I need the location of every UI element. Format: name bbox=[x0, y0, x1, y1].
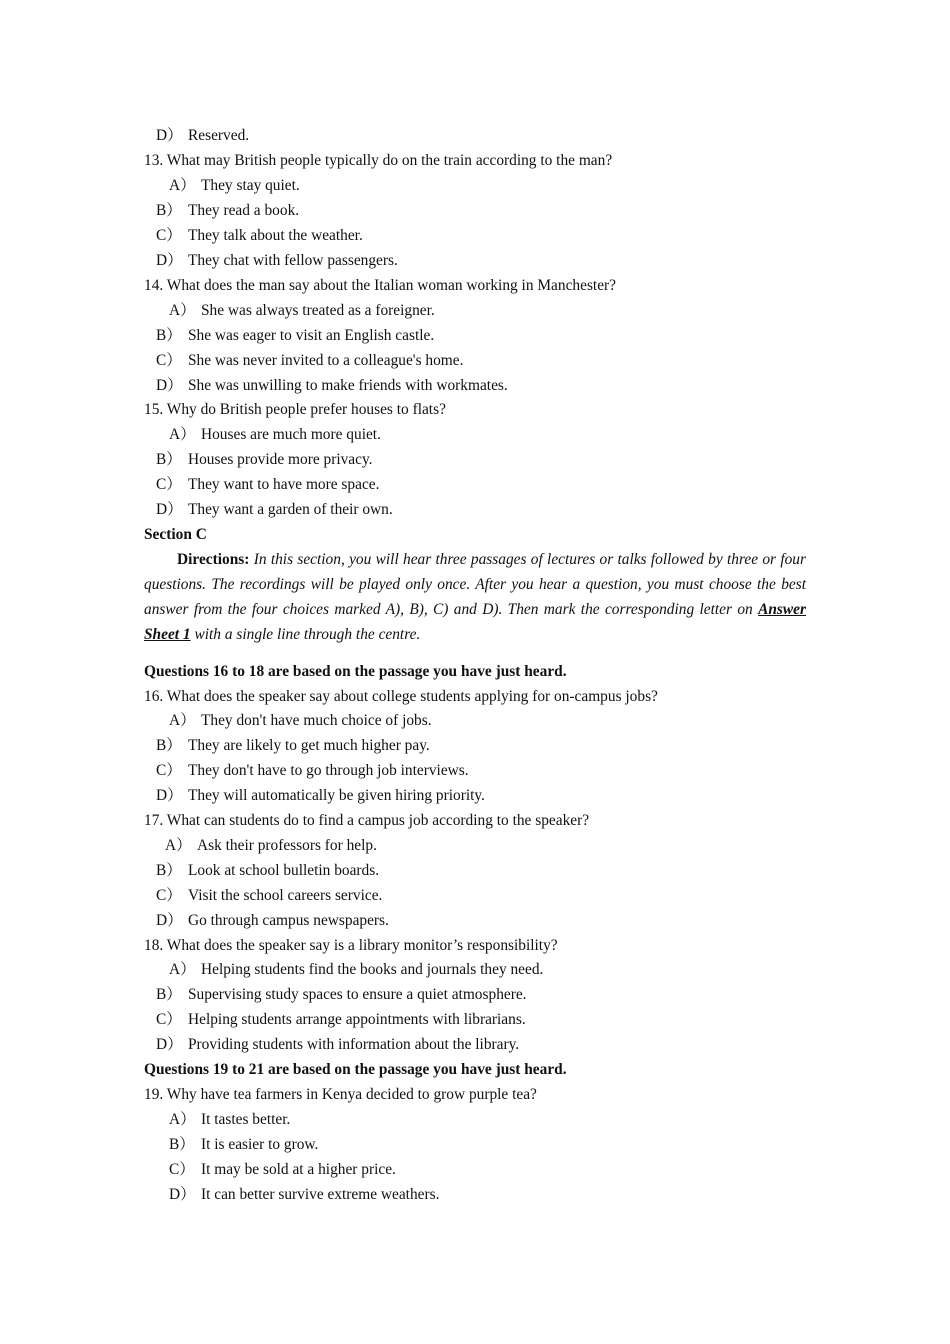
q13-option-a bbox=[169, 176, 300, 196]
option-letter: D） bbox=[156, 1036, 183, 1053]
option-text: She was never invited to a colleague's home. bbox=[188, 352, 464, 369]
q13-option-c bbox=[156, 226, 363, 246]
q19-option-c bbox=[169, 1160, 396, 1180]
section-c-directions bbox=[144, 548, 806, 648]
question-19-stem: 19. Why have tea farmers in Kenya decided to grow purple tea? bbox=[144, 1086, 537, 1103]
q15-option-b bbox=[156, 450, 373, 470]
option-letter: A） bbox=[169, 1111, 196, 1128]
question-16-stem: 16. What does the speaker say about college students applying for on-campus jobs? bbox=[144, 688, 658, 705]
option-letter: C） bbox=[156, 762, 182, 779]
option-text: They stay quiet. bbox=[201, 177, 300, 194]
q17-option-c bbox=[156, 886, 382, 906]
option-text: They want to have more space. bbox=[188, 476, 380, 493]
option-text: Supervising study spaces to ensure a quiet atmosphere. bbox=[188, 986, 527, 1003]
q15-option-c bbox=[156, 475, 379, 495]
option-letter: A） bbox=[169, 302, 196, 319]
option-letter: A） bbox=[169, 426, 196, 443]
group-heading-19-21: Questions 19 to 21 are based on the passage you have just heard. bbox=[144, 1061, 567, 1078]
option-letter: B） bbox=[156, 862, 182, 879]
option-letter: B） bbox=[156, 327, 182, 344]
option-text: Look at school bulletin boards. bbox=[188, 862, 380, 879]
option-text: Houses provide more privacy. bbox=[188, 451, 373, 468]
group-heading-16-18: Questions 16 to 18 are based on the passage you have just heard. bbox=[144, 663, 567, 680]
option-text: Helping students arrange appointments with librarians. bbox=[188, 1011, 526, 1028]
question-15-stem: 15. Why do British people prefer houses to flats? bbox=[144, 401, 446, 418]
option-letter: D） bbox=[156, 127, 183, 144]
option-text: She was eager to visit an English castle. bbox=[188, 327, 435, 344]
option-text: They talk about the weather. bbox=[188, 227, 363, 244]
option-text: Helping students find the books and journals they need. bbox=[201, 961, 544, 978]
option-text: It tastes better. bbox=[201, 1111, 291, 1128]
option-letter: D） bbox=[169, 1186, 196, 1203]
option-text: Providing students with information about the library. bbox=[188, 1036, 520, 1053]
option-letter: B） bbox=[156, 986, 182, 1003]
q14-option-d bbox=[156, 376, 508, 396]
option-letter: D） bbox=[156, 501, 183, 518]
option-letter: C） bbox=[156, 1011, 182, 1028]
option-letter: B） bbox=[169, 1136, 195, 1153]
option-text: Reserved. bbox=[188, 127, 250, 144]
question-14-stem: 14. What does the man say about the Italian woman working in Manchester? bbox=[144, 277, 616, 294]
option-letter: A） bbox=[169, 177, 196, 194]
option-text: Houses are much more quiet. bbox=[201, 426, 381, 443]
q18-option-c bbox=[156, 1010, 526, 1030]
option-letter: C） bbox=[156, 887, 182, 904]
question-18-stem: 18. What does the speaker say is a library monitor’s responsibility? bbox=[144, 937, 558, 954]
option-letter: A） bbox=[169, 961, 196, 978]
option-text: She was always treated as a foreigner. bbox=[201, 302, 435, 319]
directions-label: Directions: bbox=[177, 551, 250, 568]
option-text: They are likely to get much higher pay. bbox=[188, 737, 430, 754]
option-letter: C） bbox=[156, 227, 182, 244]
q17-option-d bbox=[156, 911, 389, 931]
option-letter: C） bbox=[156, 476, 182, 493]
directions-text: In this section, you will hear three passages of lectures or talks followed by three or four questions. The recordings will be played only once. After you hear a question, you must choose the best answer from the four choices marked A), B), C) and D). Then mark the corresponding letter on bbox=[144, 551, 806, 618]
option-text: They want a garden of their own. bbox=[188, 501, 393, 518]
option-letter: C） bbox=[156, 352, 182, 369]
directions-text-end: with a single line through the centre. bbox=[190, 625, 421, 643]
question-13-stem: 13. What may British people typically do on the train according to the man? bbox=[144, 152, 613, 169]
q15-option-a bbox=[169, 425, 381, 445]
q18-option-a bbox=[169, 960, 543, 980]
option-text: They read a book. bbox=[188, 202, 300, 219]
option-text: They don't have to go through job interviews. bbox=[188, 762, 469, 779]
option-text: It can better survive extreme weathers. bbox=[201, 1186, 440, 1203]
option-text: Ask their professors for help. bbox=[197, 837, 377, 854]
q16-option-d bbox=[156, 786, 485, 806]
option-text: She was unwilling to make friends with workmates. bbox=[188, 377, 508, 394]
option-text: They don't have much choice of jobs. bbox=[201, 712, 432, 729]
q16-option-b bbox=[156, 736, 430, 756]
option-letter: B） bbox=[156, 202, 182, 219]
q19-option-d bbox=[169, 1185, 439, 1205]
option-letter: B） bbox=[156, 737, 182, 754]
q18-option-b bbox=[156, 985, 527, 1005]
option-letter: D） bbox=[156, 377, 183, 394]
q14-option-a bbox=[169, 301, 435, 321]
q16-option-a bbox=[169, 711, 432, 731]
option-text: They chat with fellow passengers. bbox=[188, 252, 398, 269]
q18-option-d bbox=[156, 1035, 519, 1055]
question-17-stem: 17. What can students do to find a campus job according to the speaker? bbox=[144, 812, 590, 829]
q13-option-b bbox=[156, 201, 299, 221]
answer-sheet-reference: Answer Sheet 1 bbox=[144, 600, 806, 643]
option-letter: B） bbox=[156, 451, 182, 468]
option-letter: C） bbox=[169, 1161, 195, 1178]
q19-option-b bbox=[169, 1135, 318, 1155]
option-text: It is easier to grow. bbox=[201, 1136, 319, 1153]
q14-option-c bbox=[156, 351, 463, 371]
q14-option-b bbox=[156, 326, 434, 346]
option-letter: A） bbox=[165, 837, 192, 854]
option-letter: D） bbox=[156, 787, 183, 804]
q17-option-a bbox=[165, 836, 377, 856]
q13-option-d bbox=[156, 251, 398, 271]
option-text: It may be sold at a higher price. bbox=[201, 1161, 396, 1178]
option-letter: D） bbox=[156, 252, 183, 269]
option-text: Go through campus newspapers. bbox=[188, 912, 389, 929]
q15-option-d bbox=[156, 500, 393, 520]
q17-option-b bbox=[156, 861, 379, 881]
option-letter: A） bbox=[169, 712, 196, 729]
section-c-heading: Section C bbox=[144, 526, 207, 543]
q16-option-c bbox=[156, 761, 469, 781]
option-letter: D） bbox=[156, 912, 183, 929]
q19-option-a bbox=[169, 1110, 290, 1130]
option-text: Visit the school careers service. bbox=[188, 887, 383, 904]
option-text: They will automatically be given hiring priority. bbox=[188, 787, 485, 804]
q12-option-d bbox=[156, 126, 249, 146]
